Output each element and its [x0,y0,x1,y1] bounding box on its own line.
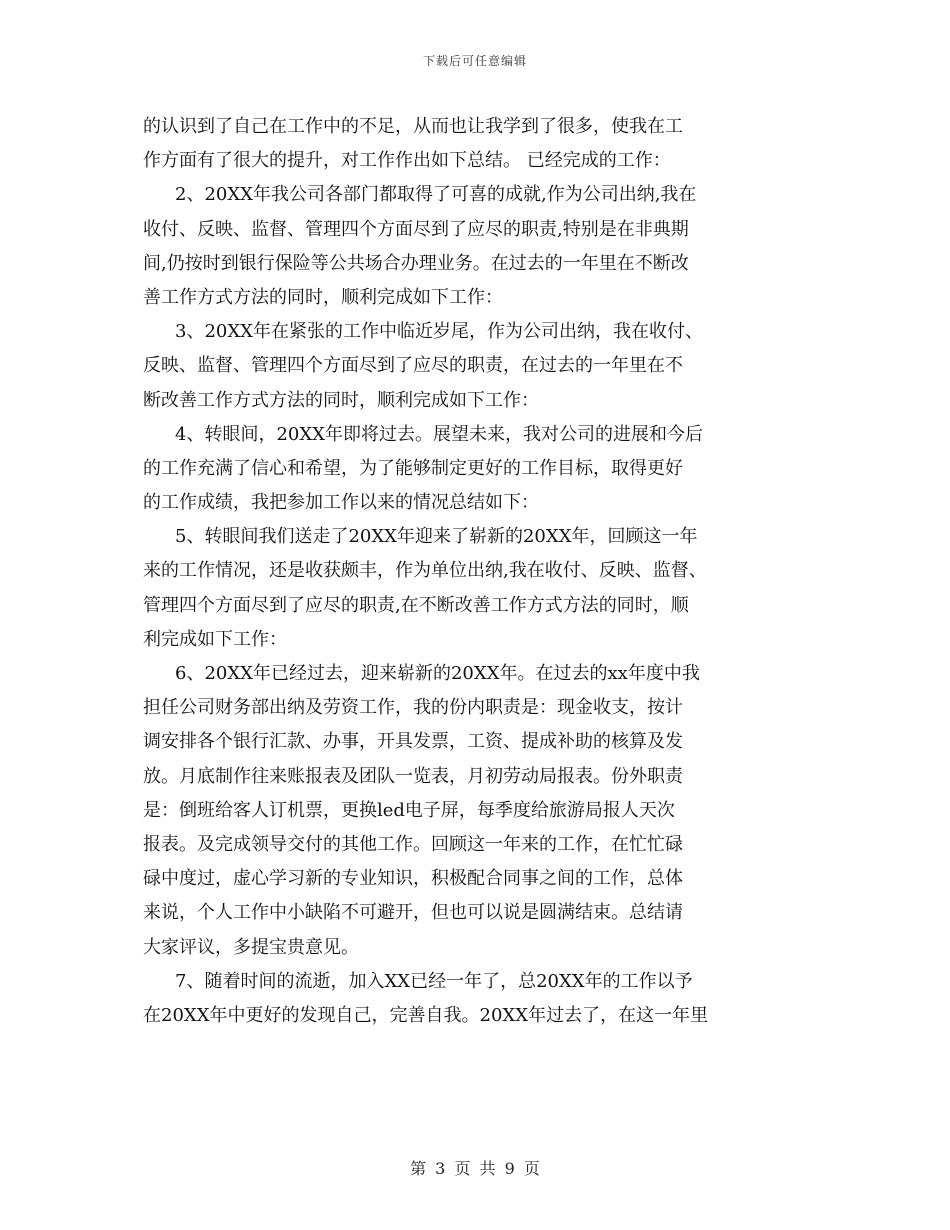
text-line: 5、转眼间我们送走了20XX年迎来了崭新的20XX年，回顾这一年 [175,526,698,548]
text-line: 7、随着时间的流逝，加入XX已经一年了，总20XX年的工作以予 [175,970,693,992]
text-line: 在20XX年中更好的发现自己，完善自我。20XX年过去了，在这一年里 [143,1004,709,1026]
text-line: 善工作方式方法的同时，顺利完成如下工作： [143,286,503,308]
text-line: 是：倒班给客人订机票，更换led电子屏，每季度给旅游局报人天次 [143,799,675,821]
text-line: 报表。及完成领导交付的其他工作。回顾这一年来的工作，在忙忙碌 [143,833,683,855]
page-header: 下载后可任意编辑 [422,54,527,68]
text-line: 2、20XX年我公司各部门都取得了可喜的成就,作为公司出纳,我在 [175,184,697,206]
text-line: 碌中度过，虚心学习新的专业知识，积极配合同事之间的工作，总体 [143,868,683,890]
text-line: 放。月底制作往来账报表及团队一览表，月初劳动局报表。份外职责 [143,765,683,787]
text-line: 反映、监督、管理四个方面尽到了应尽的职责，在过去的一年里在不 [143,355,683,377]
text-line: 管理四个方面尽到了应尽的职责,在不断改善工作方式方法的同时，顺 [143,594,689,616]
text-line: 断改善工作方式方法的同时，顺利完成如下工作： [143,389,539,411]
text-line: 收付、反映、监督、管理四个方面尽到了应尽的职责,特别是在非典期 [143,218,689,240]
text-line: 作方面有了很大的提升，对工作作出如下总结。 已经完成的工作： [143,150,671,172]
text-line: 来说，个人工作中小缺陷不可避开，但也可以说是圆满结束。总结请 [143,902,683,924]
text-line: 大家评议，多提宝贵意见。 [143,936,359,958]
page-footer: 第 3 页 共 9 页 [410,1159,540,1178]
text-line: 的认识到了自己在工作中的不足，从而也让我学到了很多，使我在工 [143,116,683,137]
text-line: 来的工作情况，还是收获颇丰，作为单位出纳,我在收付、反映、监督、 [143,560,707,582]
text-line: 4、转眼间，20XX年即将过去。展望未来，我对公司的进展和今后 [175,423,703,445]
document-body [143,110,813,1033]
text-line: 3、20XX年在紧张的工作中临近岁尾，作为公司出纳，我在收付、 [175,321,703,343]
text-line: 利完成如下工作： [143,628,287,650]
text-line: 担任公司财务部出纳及劳资工作，我的份内职责是：现金收支，按计 [143,697,683,719]
text-line: 的工作充满了信心和希望，为了能够制定更好的工作目标，取得更好 [143,457,683,479]
text-line: 间,仍按时到银行保险等公共场合办理业务。在过去的一年里在不断改 [143,252,689,274]
text-line: 调安排各个银行汇款、办事，开具发票，工资、提成补助的核算及发 [143,731,683,753]
text-line: 6、20XX年已经过去，迎来崭新的20XX年。在过去的xx年度中我 [175,663,700,684]
text-line: 的工作成绩，我把参加工作以来的情况总结如下： [143,492,539,514]
